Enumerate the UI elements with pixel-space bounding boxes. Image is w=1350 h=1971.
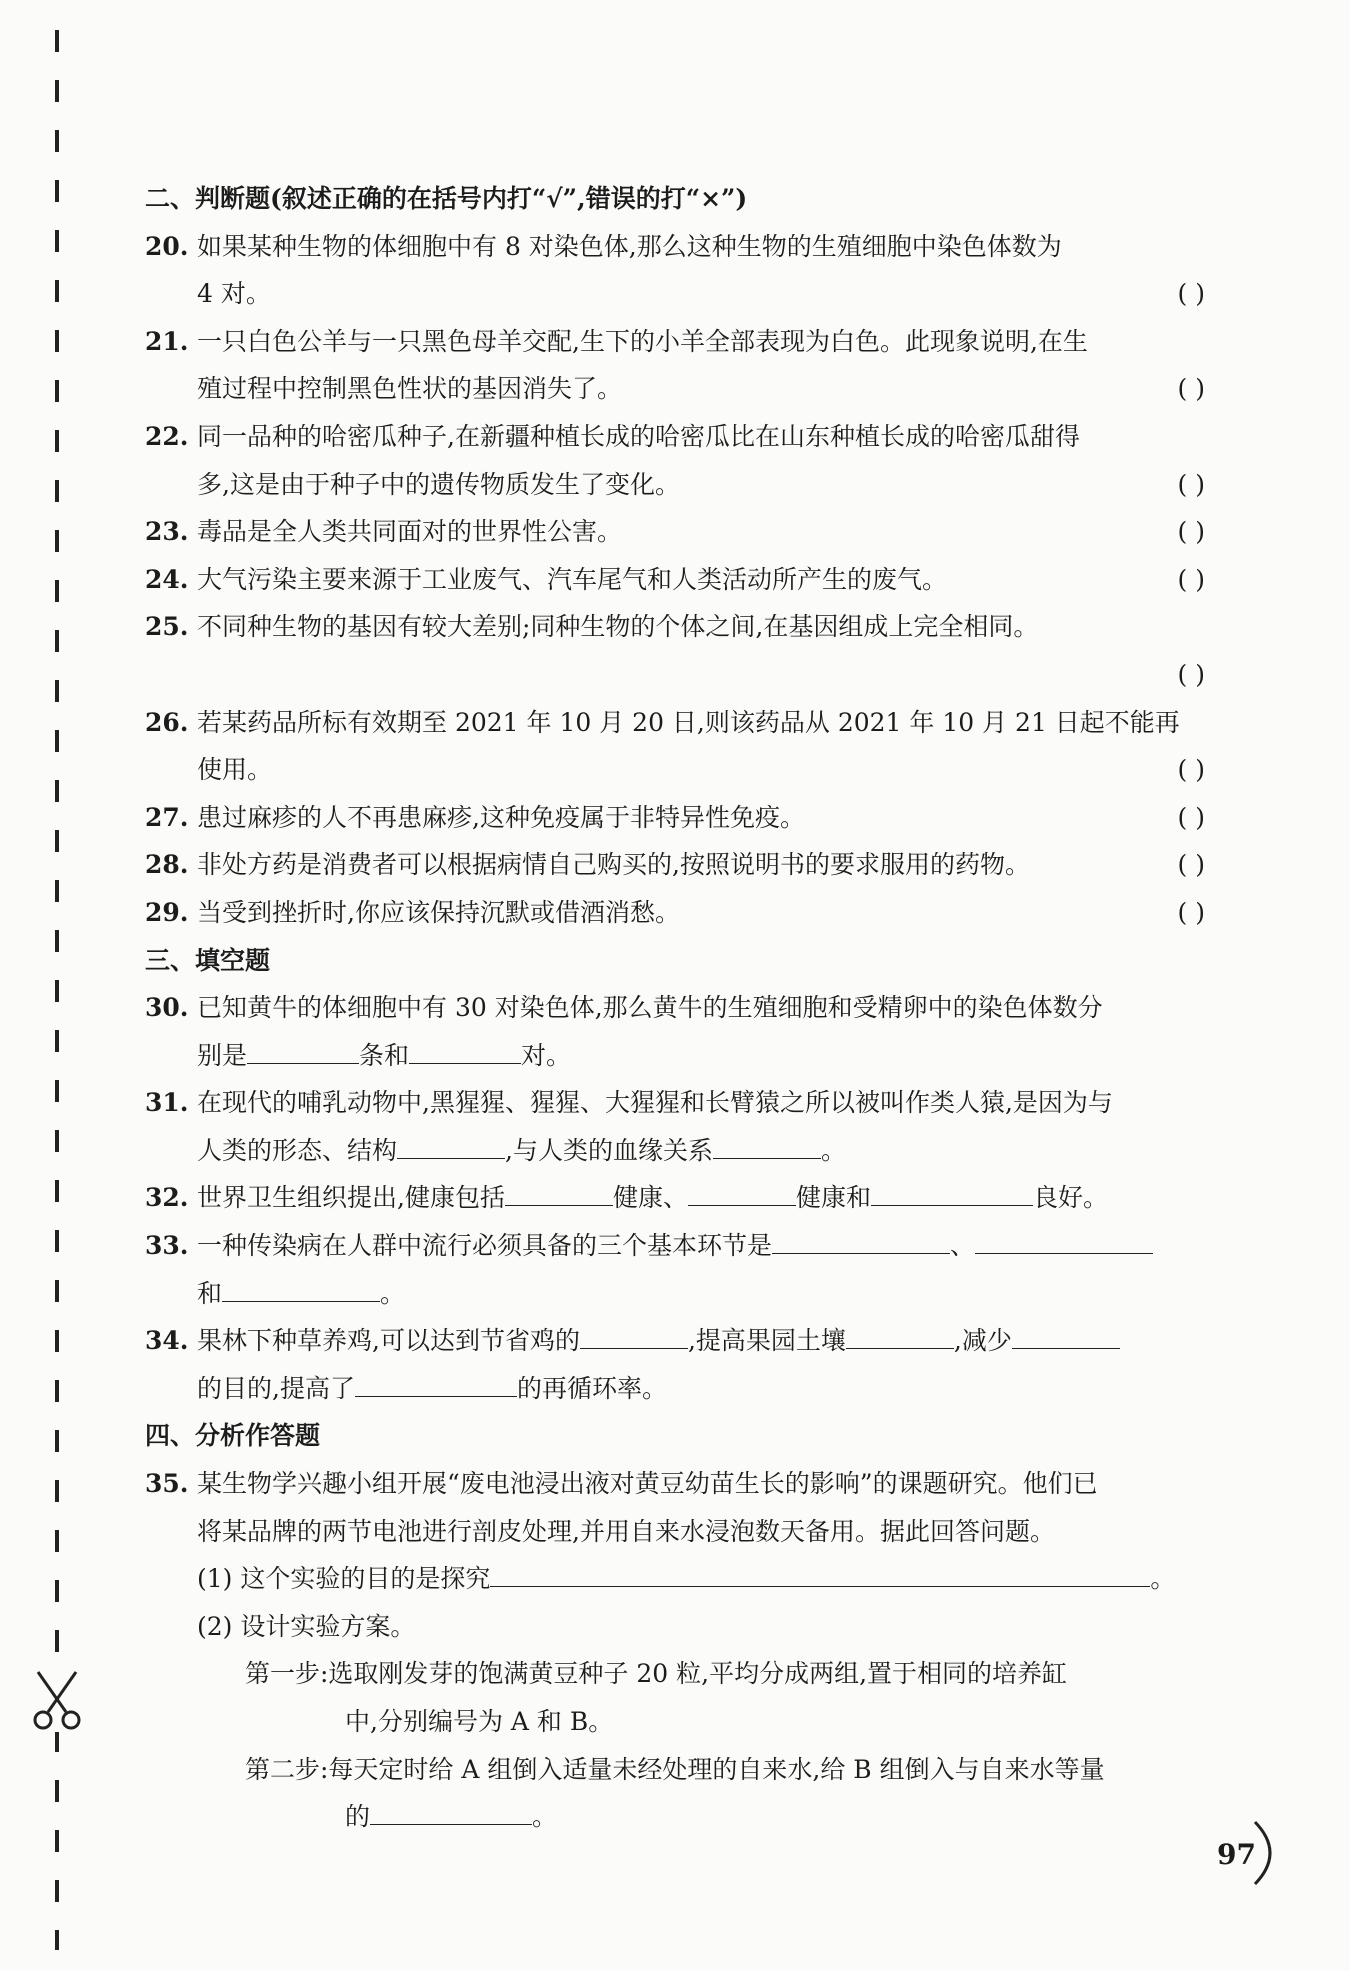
question-23 (145, 508, 1205, 556)
question-text: 、 (950, 1231, 976, 1261)
question-35-part-2 (145, 1603, 1205, 1651)
question-34-cont (145, 1365, 1205, 1413)
question-number: 31. (145, 1088, 189, 1118)
question-text: 。 (380, 1278, 406, 1308)
answer-blank[interactable] (490, 1556, 1150, 1587)
step-2 (145, 1746, 1205, 1794)
answer-blank[interactable] (580, 1318, 688, 1349)
question-text: 一只白色公羊与一只黑色母羊交配,生下的小羊全部表现为白色。此现象说明,在生 (197, 326, 1088, 356)
question-26 (145, 699, 1205, 747)
answer-blank[interactable] (846, 1318, 954, 1349)
page-number: 97 (1217, 1838, 1256, 1871)
question-33 (145, 1222, 1205, 1270)
question-text: 如果某种生物的体细胞中有 8 对染色体,那么这种生物的生殖细胞中染色体数为 (197, 231, 1062, 261)
question-35-part-1 (145, 1555, 1205, 1603)
question-22 (145, 413, 1205, 461)
question-27 (145, 794, 1205, 842)
question-number: 32. (145, 1183, 189, 1213)
step-2-cont (145, 1793, 1205, 1841)
answer-blank[interactable] (370, 1794, 532, 1825)
scissors-icon (28, 1668, 86, 1732)
question-31 (145, 1079, 1205, 1127)
question-20 (145, 223, 1205, 271)
question-text: 。 (1150, 1564, 1176, 1594)
question-text: 在现代的哺乳动物中,黑猩猩、猩猩、大猩猩和长臂猿之所以被叫作类人猿,是因为与 (197, 1088, 1113, 1118)
answer-blank[interactable] (772, 1223, 950, 1254)
question-number: 34. (145, 1326, 189, 1356)
question-text: 对。 (521, 1040, 572, 1070)
question-number: 23. (145, 517, 189, 547)
question-text: 和 (197, 1278, 223, 1308)
question-text: 使用。 (197, 755, 273, 785)
question-text: (2) 设计实验方案。 (197, 1611, 416, 1641)
step-1-cont (145, 1698, 1205, 1746)
answer-parentheses[interactable]: ( ) (1177, 374, 1205, 404)
question-text: 中,分别编号为 A 和 B。 (345, 1707, 614, 1736)
answer-parentheses[interactable]: ( ) (1177, 517, 1205, 547)
answer-parentheses[interactable]: ( ) (1177, 564, 1205, 594)
question-text: 已知黄牛的体细胞中有 30 对染色体,那么黄牛的生殖细胞和受精卵中的染色体数分 (197, 993, 1103, 1023)
question-text: 别是 (197, 1040, 248, 1070)
question-text: 某生物学兴趣小组开展“废电池浸出液对黄豆幼苗生长的影响”的课题研究。他们已 (197, 1469, 1098, 1499)
answer-blank[interactable] (409, 1033, 521, 1064)
answer-parentheses[interactable]: ( ) (1177, 279, 1205, 309)
answer-blank[interactable] (975, 1223, 1153, 1254)
question-21 (145, 318, 1205, 366)
answer-blank[interactable] (688, 1175, 796, 1206)
question-21-cont (145, 365, 1205, 413)
question-text: (1) 这个实验的目的是探究 (197, 1564, 491, 1594)
question-text: 多,这是由于种子中的遗传物质发生了变化。 (197, 469, 680, 499)
question-text: 的再循环率。 (516, 1373, 667, 1403)
question-34 (145, 1317, 1205, 1365)
question-content (145, 175, 1205, 1841)
question-number: 28. (145, 850, 189, 880)
question-text: 果林下种草养鸡,可以达到节省鸡的 (197, 1326, 580, 1356)
answer-blank[interactable] (247, 1033, 359, 1064)
section-title-judge: 二、判断题(叙述正确的在括号内打“√”,错误的打“×”) (145, 184, 748, 213)
answer-parentheses[interactable]: ( ) (1177, 755, 1205, 785)
answer-parentheses[interactable]: ( ) (1177, 469, 1205, 499)
answer-parentheses[interactable]: ( ) (1177, 850, 1205, 880)
question-22-cont (145, 461, 1205, 509)
question-number: 30. (145, 993, 189, 1023)
section-title-analysis: 四、分析作答题 (145, 1421, 321, 1451)
question-text: ,减少 (953, 1326, 1012, 1356)
question-text: 将某品牌的两节电池进行剖皮处理,并用自来水浸泡数天备用。据此回答问题。 (197, 1516, 1055, 1546)
question-text: 的目的,提高了 (197, 1373, 355, 1403)
question-text: 不同种生物的基因有较大差别;同种生物的个体之间,在基因组成上完全相同。 (197, 612, 1039, 642)
answer-parentheses[interactable]: ( ) (1177, 659, 1205, 689)
question-35 (145, 1460, 1205, 1508)
question-25-cont (145, 651, 1205, 699)
answer-parentheses[interactable]: ( ) (1177, 802, 1205, 832)
question-text: 良好。 (1032, 1183, 1108, 1213)
question-text: 毒品是全人类共同面对的世界性公害。 (197, 517, 623, 547)
question-number: 29. (145, 897, 189, 927)
question-number: 22. (145, 421, 189, 451)
question-text: 的 (345, 1802, 371, 1832)
question-33-cont (145, 1270, 1205, 1318)
question-25 (145, 603, 1205, 651)
question-30-cont (145, 1032, 1205, 1080)
question-text: ,与人类的血缘关系 (505, 1135, 713, 1165)
question-text: 一种传染病在人群中流行必须具备的三个基本环节是 (197, 1231, 773, 1261)
question-35-cont (145, 1508, 1205, 1556)
question-text: ,提高果园土壤 (687, 1326, 846, 1356)
question-text: 健康、 (612, 1183, 688, 1213)
question-number: 26. (145, 707, 189, 737)
question-text: 4 对。 (197, 279, 271, 309)
question-text: 大气污染主要来源于工业废气、汽车尾气和人类活动所产生的废气。 (197, 564, 948, 594)
question-text: 患过麻疹的人不再患麻疹,这种免疫属于非特异性免疫。 (197, 802, 805, 832)
question-24 (145, 556, 1205, 604)
step-1 (145, 1650, 1205, 1698)
question-28 (145, 841, 1205, 889)
question-text: 殖过程中控制黑色性状的基因消失了。 (197, 374, 623, 404)
question-number: 25. (145, 612, 189, 642)
answer-blank[interactable] (1012, 1318, 1120, 1349)
question-number: 20. (145, 231, 189, 261)
answer-blank[interactable] (713, 1128, 821, 1159)
question-text: 条和 (359, 1040, 410, 1070)
question-30 (145, 984, 1205, 1032)
answer-parentheses[interactable]: ( ) (1177, 897, 1205, 927)
section-title-fill: 三、填空题 (145, 945, 271, 975)
question-number: 21. (145, 326, 189, 356)
question-text: 人类的形态、结构 (197, 1135, 398, 1165)
question-number: 24. (145, 564, 189, 594)
question-text: 世界卫生组织提出,健康包括 (197, 1183, 505, 1213)
question-29 (145, 889, 1205, 937)
question-text: 当受到挫折时,你应该保持沉默或借酒消愁。 (197, 897, 680, 927)
question-31-cont (145, 1127, 1205, 1175)
question-text: 若某药品所标有效期至 2021 年 10 月 20 日,则该药品从 2021 年 10 月 21 日起不能再 (197, 707, 1180, 737)
question-number: 33. (145, 1231, 189, 1261)
cut-line (55, 30, 59, 1950)
answer-blank[interactable] (397, 1128, 505, 1159)
question-32 (145, 1174, 1205, 1222)
answer-blank[interactable] (505, 1175, 613, 1206)
question-text: 第一步:选取刚发芽的饱满黄豆种子 20 粒,平均分成两组,置于相同的培养缸 (245, 1659, 1068, 1689)
answer-blank[interactable] (355, 1366, 517, 1397)
question-26-cont (145, 746, 1205, 794)
answer-blank[interactable] (222, 1271, 380, 1302)
answer-blank[interactable] (871, 1175, 1033, 1206)
question-text: 。 (820, 1135, 846, 1165)
question-text: 。 (532, 1802, 558, 1832)
question-text: 第二步:每天定时给 A 组倒入适量未经处理的自来水,给 B 组倒入与自来水等量 (245, 1754, 1105, 1784)
question-number: 27. (145, 802, 189, 832)
question-number: 35. (145, 1469, 189, 1499)
question-text: 健康和 (795, 1183, 871, 1213)
question-text: 同一品种的哈密瓜种子,在新疆种植长成的哈密瓜比在山东种植长成的哈密瓜甜得 (197, 421, 1080, 451)
question-text: 非处方药是消费者可以根据病情自己购买的,按照说明书的要求服用的药物。 (197, 850, 1030, 880)
question-20-cont (145, 270, 1205, 318)
